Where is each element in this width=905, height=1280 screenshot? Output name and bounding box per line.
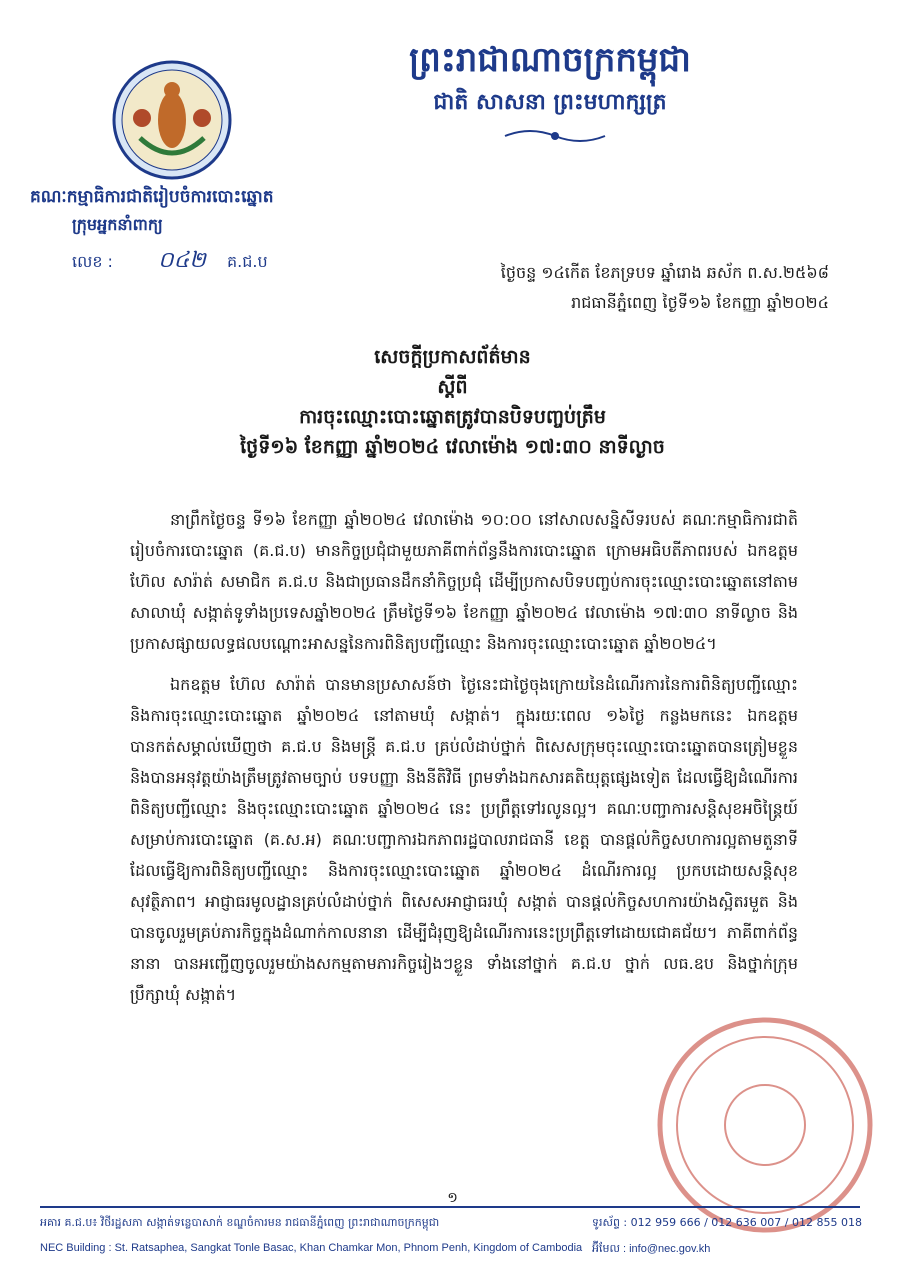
page-number: ១: [447, 1190, 458, 1206]
title-line-1: សេចក្តីប្រកាសព័ត៌មាន: [374, 346, 531, 368]
title-line-2: ស្តីពី: [437, 376, 468, 398]
department-name: ក្រុមអ្នកនាំពាក្យ: [72, 215, 163, 234]
lunar-date: ថ្ងៃចន្ទ ១៤កើត ខែភទ្របទ ឆ្នាំរោង ឆស័ក ព.ស.២៥៦៨: [500, 263, 829, 282]
footer-phone: ទូរស័ព្ទ : 012 959 666 / 012 636 007 / 012 855 018: [592, 1216, 862, 1229]
reference-suffix: គ.ជ.ប: [226, 252, 268, 271]
national-motto: ជាតិ សាសនា ព្រះមហាក្សត្រ: [433, 90, 667, 115]
kingdom-title: ព្រះរាជាណាចក្រកម្ពុជា: [409, 40, 691, 80]
nec-emblem-icon: [110, 58, 235, 183]
title-line-3: ការចុះឈ្មោះបោះឆ្នោតត្រូវបានបិទបញ្ចប់ត្រឹម: [299, 406, 606, 428]
document-title: [0, 342, 905, 462]
solar-date: រាជធានីភ្នំពេញ ថ្ងៃទី១៦ ខែកញ្ញា ឆ្នាំ២០២៤: [571, 293, 829, 312]
reference-label: លេខ :: [72, 252, 113, 271]
title-line-4: ថ្ងៃទី១៦ ខែកញ្ញា ឆ្នាំ២០២៤ វេលាម៉ោង ១៧:៣០ នាទីល្ងាច: [240, 436, 665, 458]
body-text: [130, 504, 798, 1020]
footer-divider: [40, 1206, 860, 1208]
paragraph-1: នាព្រឹកថ្ងៃចន្ទ ទី១៦ ខែកញ្ញា ឆ្នាំ២០២៤ វេលាម៉ោង ១០:០០ នៅសាលសន្និសីទរបស់ គណៈកម្មាធិការជាតិរៀបចំការបោះឆ្នោត (គ.ជ.ប) មានកិច្ចប្រជុំជាមួយភាគីពាក់ព័ន្ធនឹងការបោះឆ្នោត ក្រោមអធិបតីភាពរបស់ ឯកឧត្តម ហ៊ែល សារ៉ាត់ សមាជិក គ.ជ.ប និងជាប្រធានដឹកនាំកិច្ចប្រជុំ ដើម្បីប្រកាសបិទបញ្ចប់ការចុះឈ្មោះបោះឆ្នោតនៅតាមសាលាឃុំ សង្កាត់ទូទាំងប្រទេសឆ្នាំ២០២៤ ត្រឹមថ្ងៃទី១៦ ខែកញ្ញា ឆ្នាំ២០២៤ វេលាម៉ោង ១៧:៣០ នាទីល្ងាច និងប្រកាសផ្សាយលទ្ធផលបណ្តោះអាសន្ននៃការពិនិត្យបញ្ជីឈ្មោះ និងការចុះឈ្មោះបោះឆ្នោត ឆ្នាំ២០២៤។: [130, 510, 798, 653]
footer-address-en: NEC Building : St. Ratsaphea, Sangkat Tonle Basac, Khan Chamkar Mon, Phnom Penh, Kingdom of Cambodia: [40, 1242, 583, 1254]
divider-ornament-icon: [500, 124, 610, 148]
reference-number: [72, 246, 268, 278]
paragraph-2: ឯកឧត្តម ហ៊ែល សារ៉ាត់ បានមានប្រសាសន៍ថា ថ្ងៃនេះជាថ្ងៃចុងក្រោយនៃដំណើរការនៃការពិនិត្យបញ្ជីឈ្មោះ និងការចុះឈ្មោះបោះឆ្នោត ឆ្នាំ២០២៤ នៅតាមឃុំ សង្កាត់។ ក្នុងរយៈពេល ១៦ថ្ងៃ កន្លងមកនេះ ឯកឧត្តម បានកត់សម្គាល់ឃើញថា គ.ជ.ប និងមន្ត្រី គ.ជ.ប គ្រប់លំដាប់ថ្នាក់ ពិសេសក្រុមចុះឈ្មោះបោះឆ្នោតបានត្រៀមខ្លួន និងបានអនុវត្តយ៉ាងត្រឹមត្រូវតាមច្បាប់ បទបញ្ញា និងនីតិវិធី ព្រមទាំងឯកសារគតិយុត្តផ្សេងទៀត ដែលធ្វើឱ្យដំណើរការពិនិត្យបញ្ជីឈ្មោះ និងចុះឈ្មោះបោះឆ្នោត ឆ្នាំ២០២៤ នេះ ប្រព្រឹត្តទៅរលូនល្អ។ គណៈបញ្ជាការសន្តិសុខអចិន្ត្រៃយ៍សម្រាប់ការបោះឆ្នោត (គ.ស.អ) គណៈបញ្ជាការឯកភាពរដ្ឋបាលរាជធានី ខេត្ត បានផ្តល់កិច្ចសហការល្អតាមតួនាទី ដែលធ្វើឱ្យការពិនិត្យបញ្ជីឈ្មោះ និងការចុះឈ្មោះបោះឆ្នោត ឆ្នាំ២០២៤ ដំណើរការល្អ ប្រកបដោយសន្តិសុខ សុវត្ថិភាព។ អាជ្ញាធរមូលដ្ឋានគ្រប់លំដាប់ថ្នាក់ ពិសេសអាជ្ញាធរឃុំ សង្កាត់ បានផ្តល់កិច្ចសហការយ៉ាងស្អិតរមួត និងបានចូលរួមគ្រប់ភារកិច្ចក្នុងដំណាក់កាលនានា ដើម្បីជំរុញឱ្យដំណើរការនេះប្រព្រឹត្តទៅដោយជោគជ័យ។ ភាគីពាក់ព័ន្ធនានា បានអញ្ជើញចូលរួមយ៉ាងសកម្មតាមភារកិច្ចរៀងៗខ្លួន ទាំងនៅថ្នាក់ គ.ជ.ប ថ្នាក់ លធ.ឧប និងថ្នាក់ក្រុមប្រឹក្សាឃុំ សង្កាត់។: [130, 675, 798, 1004]
organization-name: គណៈកម្មាធិការជាតិរៀបចំការបោះឆ្នោត: [30, 187, 274, 207]
footer-address-kh: អគារ គ.ជ.ប៖ វិថីរដ្ឋសភា សង្កាត់ទន្លេបាសាក់ ខណ្ឌចំការមន រាជធានីភ្នំពេញ ព្រះរាជាណាចក្រកម្ពុជា: [40, 1216, 440, 1229]
reference-value: ០៤២: [158, 248, 206, 273]
footer-email: អ៊ីមែល : info@nec.gov.kh: [592, 1243, 711, 1255]
